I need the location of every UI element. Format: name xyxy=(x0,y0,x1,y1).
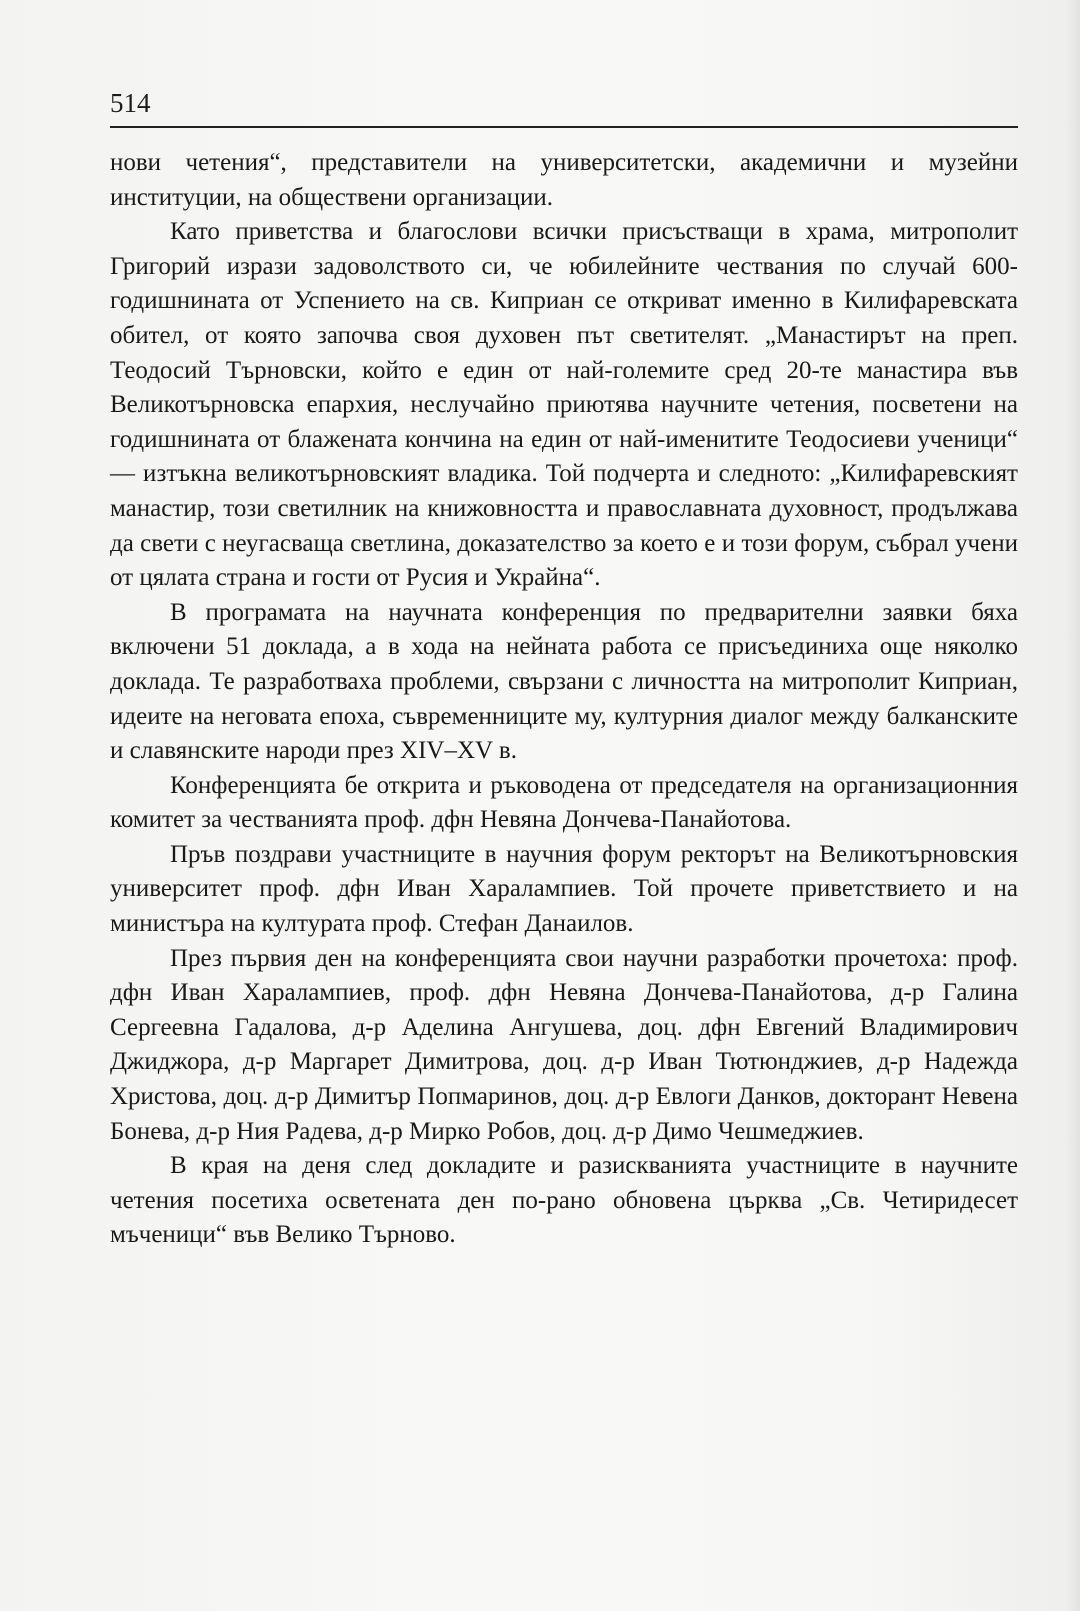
paragraph: През първия ден на конференцията свои научни разработки прочетоха: проф. дфн Иван Харалампиев, проф. дфн Невяна Дончева-Панайотова, д-р Галина Сергеевна Гадалова, д-р Аделина Ангушева, доц. дфн Евгений Владимирович Джиджора, д-р Маргарет Димитрова, доц. д-р Иван Тютюнджиев, д-р Надежда Христова, доц. д-р Димитър Попмаринов, доц. д-р Евлоги Данков, докторант Невена Бонева, д-р Ния Радева, д-р Мирко Робов, доц. д-р Димо Чешмеджиев. xyxy=(110,944,1018,1145)
paragraph: Като приветства и благослови всички присъстващи в храма, митрополит Григорий изрази задоволството си, че юбилейните чествания по случай 600-годишнината от Успението на св. Киприан се откриват именно в Килифаревската обител, от която започва своя духовен път светителят. „Манастирът на преп. Теодосий Търновски, който е един от най-големите сред 20-те манастира във Великотърновска епархия, неслучайно приютява научните четения, посветени на годишнината от блажената кончина на един от най-именитите Теодосиеви ученици“ — изтъкна великотърновският владика. Той подчерта и следното: „Килифаревският манастир, този светилник на книжовността и православната духовност, продължава да свети с неугасваща светлина, доказателство за което е и този форум, събрал учени от цялата страна и гости от Русия и Украйна“. xyxy=(110,218,1018,592)
paragraph: нови четения“, представители на университетски, академични и музейни институции, на обществени организации. xyxy=(110,149,1018,211)
page-header xyxy=(110,86,1018,128)
page-edge-shadow xyxy=(1066,0,1080,1611)
paragraph: В края на деня след докладите и разискванията участниците в научните четения посетиха осветената ден по-рано обновена църква „Св. Четиридесет мъченици“ във Велико Търново. xyxy=(110,1152,1018,1249)
body-text xyxy=(110,146,1018,1253)
paragraph: В програмата на научната конференция по предварителни заявки бяха включени 51 доклада, а в хода на нейната работа се присъединиха още няколко доклада. Те разработваха проблеми, свързани с личността на митрополит Киприан, идеите на неговата епоха, съвременниците му, културния диалог между балканските и славянските народи през XIV–XV в. xyxy=(110,598,1018,765)
page-number: 514 xyxy=(110,88,151,118)
paragraph: Конференцията бе открита и ръководена от председателя на организационния комитет за честванията проф. дфн Невяна Дончева-Панайотова. xyxy=(110,771,1018,834)
paragraph: Пръв поздрави участниците в научния форум ректорът на Великотърновския университет проф. дфн Иван Харалампиев. Той прочете приветствието и на министъра на културата проф. Стефан Данаилов. xyxy=(110,840,1018,938)
